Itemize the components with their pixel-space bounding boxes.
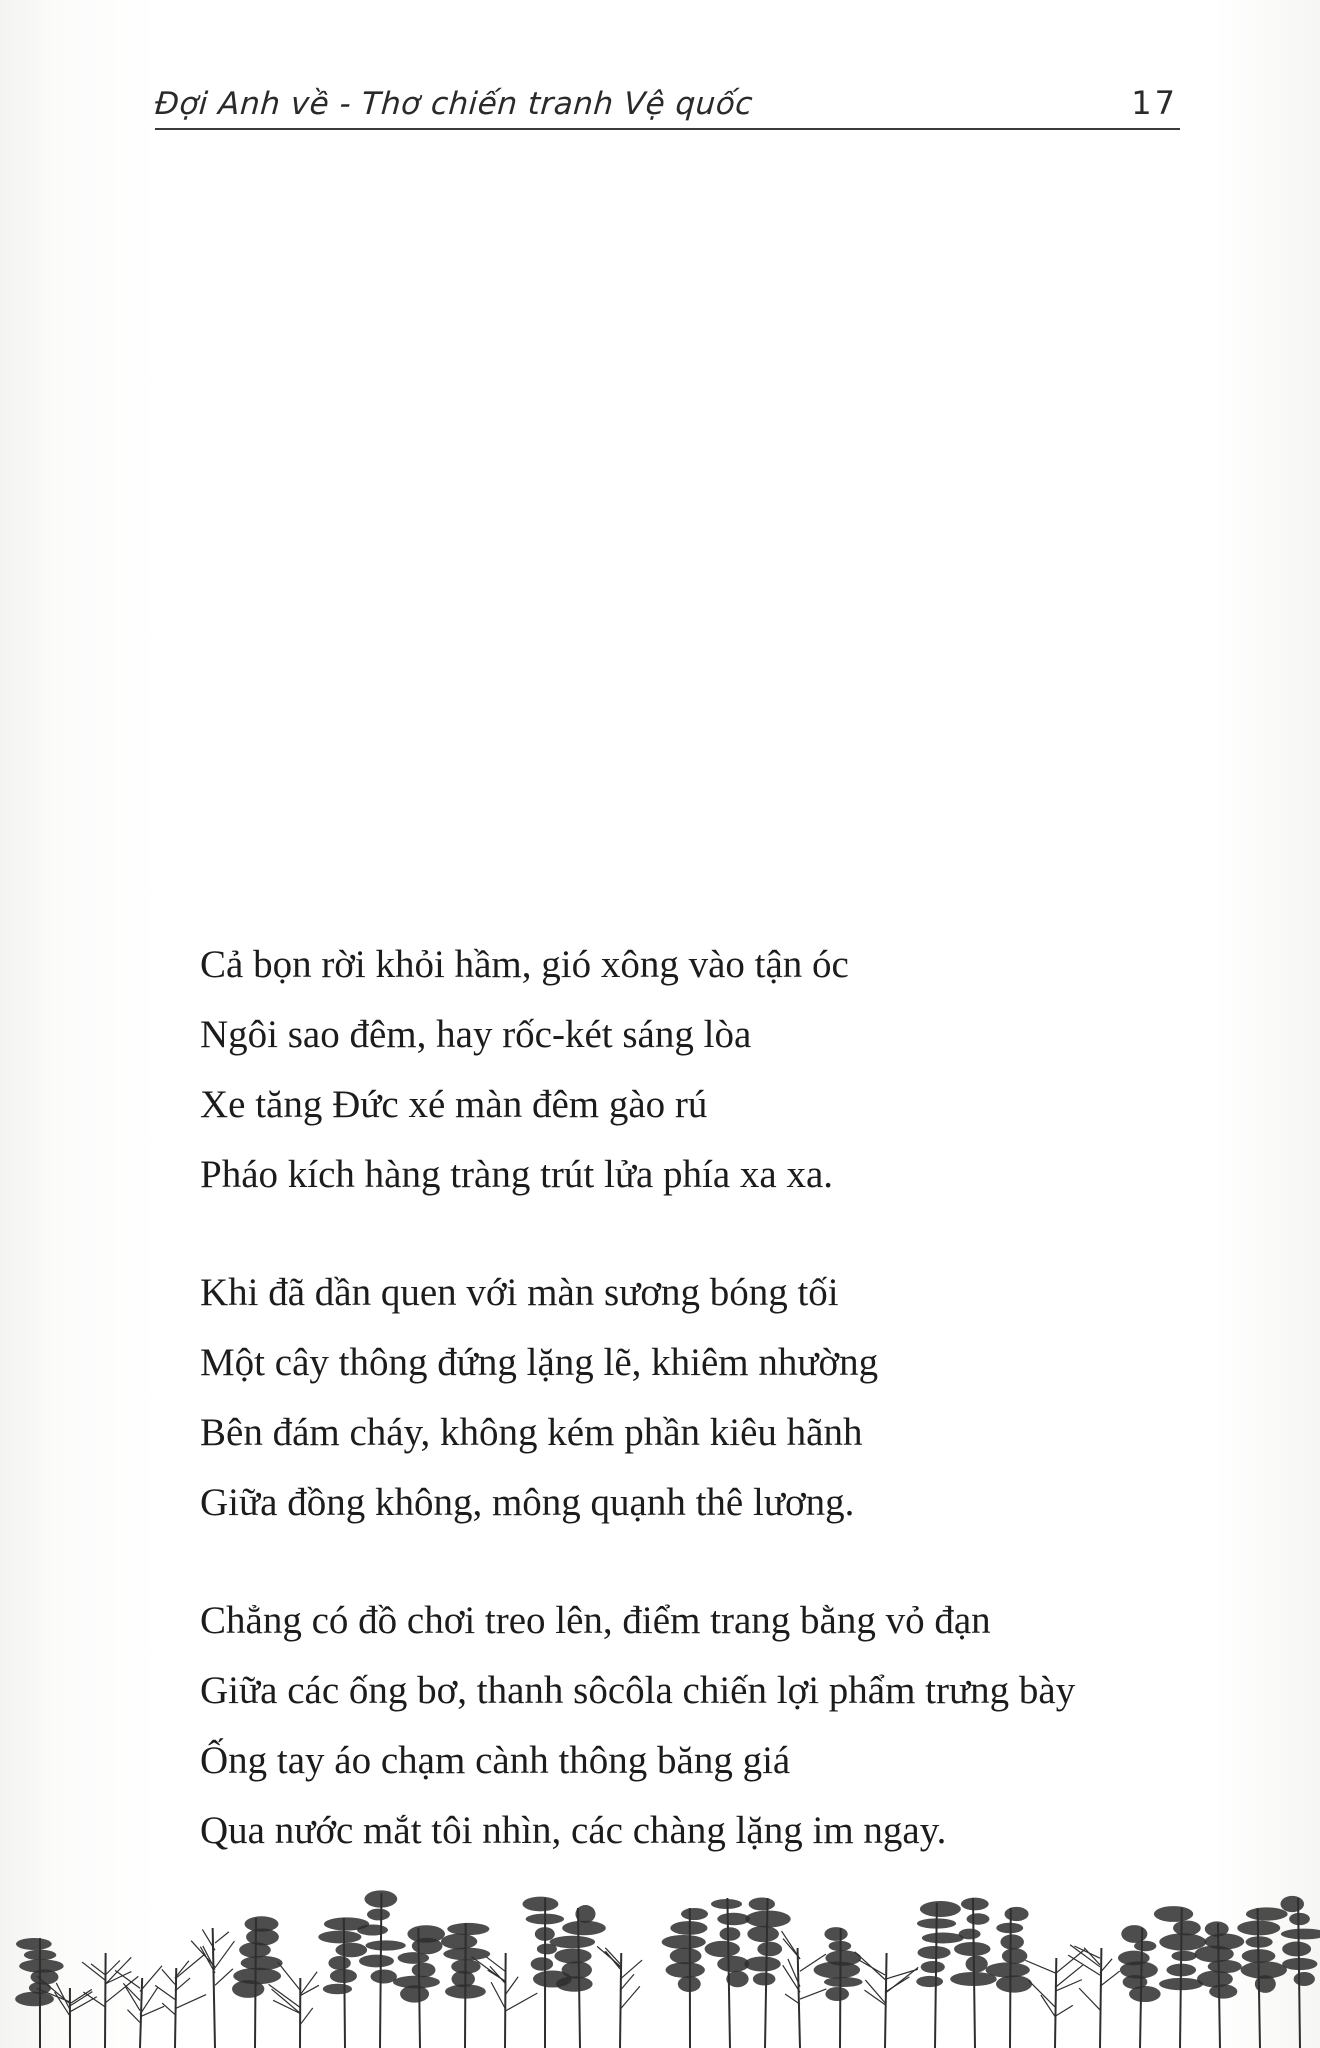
page-number: 17 <box>1131 84 1178 122</box>
poem-line: Pháo kích hàng tràng trút lửa phía xa xa. <box>200 1153 834 1196</box>
stanza-2 <box>200 1258 1200 1538</box>
tree-silhouette <box>441 1923 490 2048</box>
tree-silhouette <box>318 1917 369 2048</box>
tree-silhouette <box>705 1898 750 2048</box>
tree-silhouettes <box>15 1890 1320 2048</box>
tree-silhouette <box>357 1890 406 2048</box>
poem-line: Chẳng có đồ chơi treo lên, điểm trang bằng vỏ đạn <box>200 1599 991 1642</box>
poem <box>200 930 1200 1914</box>
tree-silhouette <box>191 1928 234 2048</box>
poem-line: Qua nước mắt tôi nhìn, các chàng lặng im ngay. <box>200 1809 947 1852</box>
tree-silhouette <box>1281 1896 1320 2048</box>
poem-line: Ngôi sao đêm, hay rốc-két sáng lòa <box>200 1013 752 1056</box>
poem-line: Khi đã dần quen với màn sương bóng tối <box>200 1271 839 1314</box>
poem-line: Xe tăng Đức xé màn đêm gào rú <box>200 1083 708 1126</box>
tree-silhouette <box>1068 1945 1120 2048</box>
tree-silhouette <box>471 1953 537 2048</box>
tree-silhouette <box>155 1954 206 2048</box>
pine-tree-silhouette-decoration <box>0 1880 1320 2048</box>
tree-silhouette <box>115 1966 164 2048</box>
tree-silhouette <box>855 1952 919 2048</box>
stanza-3 <box>200 1586 1200 1866</box>
tree-silhouette <box>662 1908 708 2048</box>
tree-silhouette <box>1025 1949 1084 2048</box>
poem-line: Cả bọn rời khỏi hầm, gió xông vào tận óc <box>200 943 849 986</box>
poem-line: Một cây thông đứng lặng lẽ, khiêm nhường <box>200 1341 879 1384</box>
poem-line: Giữa đồng không, mông quạnh thê lương. <box>200 1481 855 1524</box>
running-header-title: Đợi Anh về - Thơ chiến tranh Vệ quốc <box>153 86 755 122</box>
running-header <box>155 86 1180 130</box>
poem-line: Bên đám cháy, không kém phần kiêu hãnh <box>200 1411 863 1454</box>
tree-silhouette <box>1237 1907 1287 2048</box>
poem-line: Ống tay áo chạm cành thông băng giá <box>200 1739 791 1782</box>
tree-silhouette <box>597 1946 642 2048</box>
stanza-1 <box>200 930 1200 1210</box>
poem-line: Giữa các ống bơ, thanh sôcôla chiến lợi phẩm trưng bày <box>200 1669 1076 1712</box>
tree-silhouette <box>232 1916 283 2048</box>
header-rule <box>155 128 1180 130</box>
tree-silhouette <box>814 1927 863 2048</box>
tree-silhouette <box>1118 1925 1161 2048</box>
tree-silhouette <box>782 1931 827 2048</box>
tree-silhouette <box>744 1897 790 2048</box>
